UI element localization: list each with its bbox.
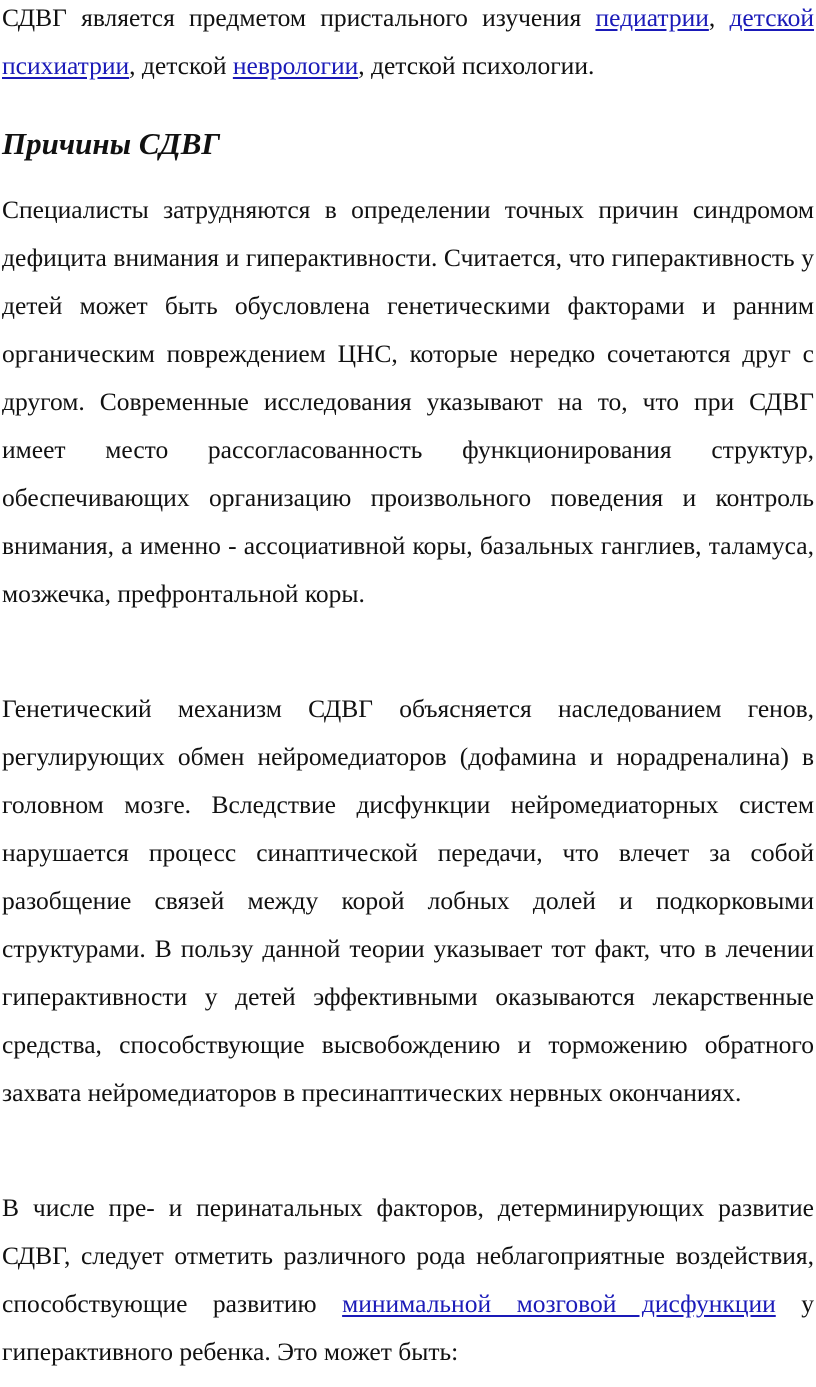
perinatal-text-after: у гиперактивного ребенка. Это может быть:: [2, 1289, 815, 1366]
link-child-psychiatry[interactable]: детской психиатрии: [2, 3, 815, 80]
genetic-paragraph: Генетический механизм СДВГ объясняется наследованием генов, регулирующих обмен нейромедиаторов (дофамина и норадреналина) в головном мозге. Вследствие дисфункции нейромедиаторных систем нарушается процесс синаптической передачи, что влечет за собой разобщение связей между корой лобных долей и подкорковыми структурами. В пользу данной теории указывает тот факт, что в лечении гиперактивности у детей эффективными оказываются лекарственные средства, способствующие высвобождению и торможению обратного захвата нейромедиаторов в пресинаптических нервных окончаниях.: [2, 694, 814, 1107]
link-pediatrics[interactable]: педиатрии: [595, 3, 709, 32]
intro-text-after: , детской психологии.: [358, 51, 595, 80]
link-neurology[interactable]: неврологии: [232, 51, 359, 80]
causes-heading: Причины СДВГ: [2, 126, 221, 161]
intro-text-middle: , детской: [129, 51, 233, 80]
intro-separator: ,: [708, 3, 730, 32]
perinatal-paragraph: [2, 1184, 814, 1376]
intro-text-before: СДВГ является предметом пристального изучения: [2, 3, 596, 32]
perinatal-text-before: В числе пре- и перинатальных факторов, детерминирующих развитие СДВГ, следует отметить различного рода неблагоприятные воздействия, способствующие развитию: [2, 1193, 814, 1318]
causes-paragraph: Специалисты затрудняются в определении точных причин синдромом дефицита внимания и гиперактивности. Считается, что гиперактивность у детей может быть обусловлена генетическими факторами и ранним органическим повреждением ЦНС, которые нередко сочетаются друг с другом. Современные исследования указывают на то, что при СДВГ имеет место рассогласованность функционирования структур, обеспечивающих организацию произвольного поведения и контроль внимания, а именно - ассоциативной коры, базальных ганглиев, таламуса, мозжечка, префронтальной коры.: [2, 195, 814, 608]
link-minimal-brain-dysfunction[interactable]: минимальной мозговой дисфункции: [342, 1289, 776, 1318]
intro-paragraph: [2, 0, 814, 90]
